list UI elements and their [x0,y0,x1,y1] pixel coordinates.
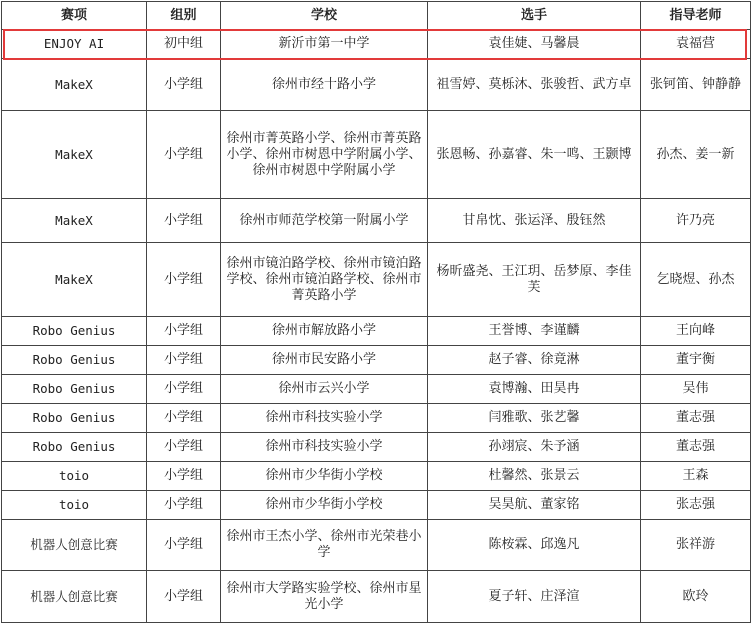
cell-event: Robo Genius [2,375,147,404]
table-row [2,404,751,433]
header-school: 学校 [221,2,428,30]
cell-players: 袁博瀚、田昊冉 [428,375,641,404]
cell-teachers: 吴伟 [641,375,751,404]
cell-group: 小学组 [147,491,221,520]
cell-players: 陈桉霖、邱逸凡 [428,520,641,571]
cell-teachers: 许乃亮 [641,199,751,243]
cell-group: 初中组 [147,30,221,59]
table-row [2,199,751,243]
cell-group: 小学组 [147,317,221,346]
header-players: 选手 [428,2,641,30]
cell-school: 徐州市王杰小学、徐州市光荣巷小学 [221,520,428,571]
cell-teachers: 张钶笛、钟静静 [641,59,751,111]
table-row [2,462,751,491]
cell-school: 徐州市菁英路小学、徐州市菁英路小学、徐州市树恩中学附属小学、徐州市树恩中学附属小学 [221,111,428,199]
cell-group: 小学组 [147,520,221,571]
header-group: 组别 [147,2,221,30]
cell-players: 吴昊航、董家铭 [428,491,641,520]
cell-group: 小学组 [147,243,221,317]
cell-event: Robo Genius [2,346,147,375]
cell-school: 徐州市经十路小学 [221,59,428,111]
cell-players: 祖雪婷、莫栎沐、张骏哲、武方卓 [428,59,641,111]
cell-players: 张恩畅、孙嘉睿、朱一鸣、王颢博 [428,111,641,199]
table-row [2,433,751,462]
cell-teachers: 董志强 [641,433,751,462]
table-row [2,491,751,520]
cell-school: 徐州市少华街小学校 [221,462,428,491]
table-row [2,59,751,111]
cell-group: 小学组 [147,59,221,111]
cell-event: toio [2,462,147,491]
cell-group: 小学组 [147,571,221,623]
table-row [2,346,751,375]
cell-group: 小学组 [147,199,221,243]
cell-players: 闫雅歌、张艺馨 [428,404,641,433]
cell-event: Robo Genius [2,433,147,462]
cell-players: 杜馨然、张景云 [428,462,641,491]
cell-event: MakeX [2,199,147,243]
cell-teachers: 乞晓煜、孙杰 [641,243,751,317]
cell-event: ENJOY AI [2,30,147,59]
cell-event: MakeX [2,111,147,199]
cell-school: 徐州市师范学校第一附属小学 [221,199,428,243]
results-table [1,1,751,623]
cell-school: 徐州市科技实验小学 [221,433,428,462]
cell-teachers: 欧玲 [641,571,751,623]
cell-teachers: 王向峰 [641,317,751,346]
cell-teachers: 袁福营 [641,30,751,59]
cell-school: 徐州市镜泊路学校、徐州市镜泊路学校、徐州市镜泊路学校、徐州市菁英路小学 [221,243,428,317]
table-row [2,375,751,404]
cell-group: 小学组 [147,404,221,433]
table-row [2,317,751,346]
cell-school: 徐州市少华街小学校 [221,491,428,520]
cell-event: Robo Genius [2,404,147,433]
cell-event: MakeX [2,243,147,317]
cell-event: 机器人创意比赛 [2,571,147,623]
cell-group: 小学组 [147,462,221,491]
cell-players: 赵子睿、徐竟淋 [428,346,641,375]
cell-event: 机器人创意比赛 [2,520,147,571]
cell-event: Robo Genius [2,317,147,346]
cell-players: 甘帛忱、张运泽、殷钰然 [428,199,641,243]
cell-players: 杨昕盛尧、王江玥、岳梦原、李佳芙 [428,243,641,317]
cell-school: 徐州市解放路小学 [221,317,428,346]
cell-teachers: 张祥游 [641,520,751,571]
table-row [2,571,751,623]
cell-event: toio [2,491,147,520]
table-row [2,30,751,59]
cell-group: 小学组 [147,111,221,199]
table-row [2,243,751,317]
cell-players: 王誉博、李谨麟 [428,317,641,346]
cell-school: 徐州市大学路实验学校、徐州市星光小学 [221,571,428,623]
cell-players: 孙翊宸、朱予涵 [428,433,641,462]
cell-group: 小学组 [147,346,221,375]
cell-event: MakeX [2,59,147,111]
cell-group: 小学组 [147,433,221,462]
cell-teachers: 王森 [641,462,751,491]
cell-teachers: 董志强 [641,404,751,433]
cell-players: 夏子轩、庄泽渲 [428,571,641,623]
cell-teachers: 孙杰、姜一新 [641,111,751,199]
table-row [2,520,751,571]
cell-teachers: 张志强 [641,491,751,520]
cell-school: 徐州市民安路小学 [221,346,428,375]
cell-group: 小学组 [147,375,221,404]
cell-school: 徐州市云兴小学 [221,375,428,404]
cell-teachers: 董宇衡 [641,346,751,375]
cell-school: 新沂市第一中学 [221,30,428,59]
header-teachers: 指导老师 [641,2,751,30]
cell-players: 袁佳婕、马馨晨 [428,30,641,59]
header-event: 赛项 [2,2,147,30]
header-row [2,2,751,30]
cell-school: 徐州市科技实验小学 [221,404,428,433]
table-row [2,111,751,199]
